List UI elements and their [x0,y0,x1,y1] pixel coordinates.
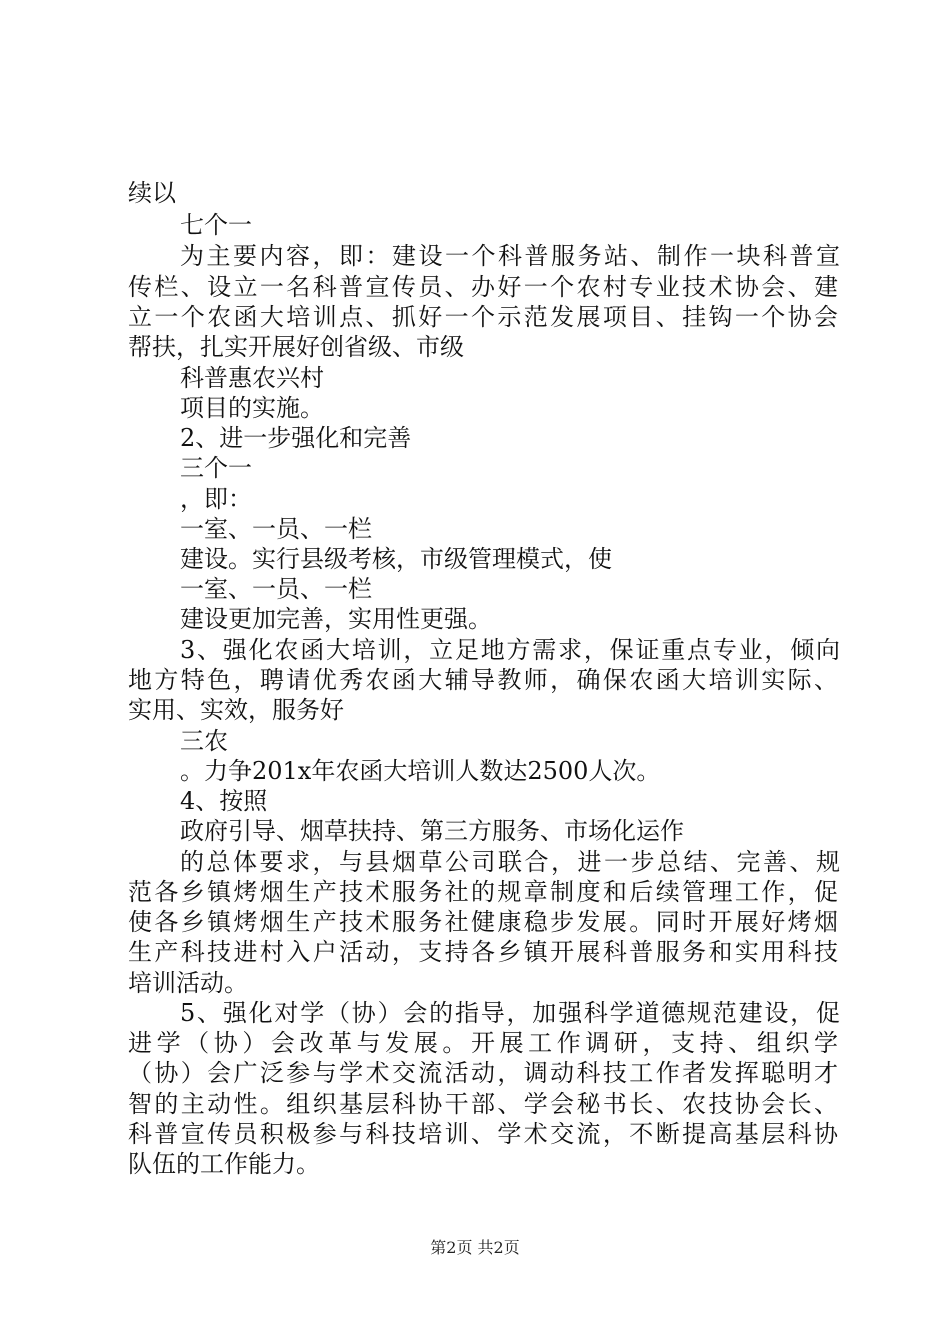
text-line: 项目的实施。 [180,394,324,422]
text-line: 智的主动性。组织基层科协干部、学会秘书长、农技协会长、 [128,1090,838,1118]
text-line: 续以 [128,179,176,207]
text-line: 队伍的工作能力。 [128,1150,320,1178]
text-line: 建设更加完善，实用性更强。 [180,605,492,633]
text-line: ，即： [180,485,252,513]
text-line: 5、强化对学（协）会的指导，加强科学道德规范建设，促 [180,999,840,1027]
text-line: 一室、一员、一栏 [180,515,372,543]
page-footer: 第2页 共2页 [430,1238,520,1257]
text-line: 地方特色，聘请优秀农函大辅导教师，确保农函大培训实际、 [128,666,838,694]
text-line: 4、按照 [180,787,268,815]
text-line: 使各乡镇烤烟生产技术服务社健康稳步发展。同时开展好烤烟 [128,908,838,936]
text-line: 科普惠农兴村 [180,364,324,392]
text-line: 3、强化农函大培训，立足地方需求，保证重点专业，倾向 [180,636,840,664]
text-line: 实用、实效，服务好 [128,696,344,724]
text-line: 七个一 [180,211,252,239]
text-line: 一室、一员、一栏 [180,575,372,603]
text-line: 传栏、设立一名科普宣传员、办好一个农村专业技术协会、建 [128,273,838,301]
text-line: 的总体要求，与县烟草公司联合，进一步总结、完善、规 [180,848,840,876]
text-line: 立一个农函大培训点、抓好一个示范发展项目、挂钩一个协会 [128,303,838,331]
text-line: 。力争201x年农函大培训人数达2500人次。 [180,757,661,785]
text-line: 进学（协）会改革与发展。开展工作调研，支持、组织学 [128,1029,838,1057]
text-line: 建设。实行县级考核，市级管理模式，使 [180,545,612,573]
text-line: 培训活动。 [128,969,248,997]
text-line: 2、进一步强化和完善 [180,424,412,452]
text-line: 三农 [180,727,228,755]
text-line: 科普宣传员积极参与科技培训、学术交流，不断提高基层科协 [128,1120,838,1148]
text-line: 帮扶，扎实开展好创省级、市级 [128,333,464,361]
text-line: 政府引导、烟草扶持、第三方服务、市场化运作 [180,817,684,845]
text-line: 为主要内容，即：建设一个科普服务站、制作一块科普宣 [180,242,840,270]
text-line: （协）会广泛参与学术交流活动，调动科技工作者发挥聪明才 [128,1059,838,1087]
text-line: 生产科技进村入户活动，支持各乡镇开展科普服务和实用科技 [128,938,838,966]
text-line: 范各乡镇烤烟生产技术服务社的规章制度和后续管理工作，促 [128,878,838,906]
text-line: 三个一 [180,454,252,482]
